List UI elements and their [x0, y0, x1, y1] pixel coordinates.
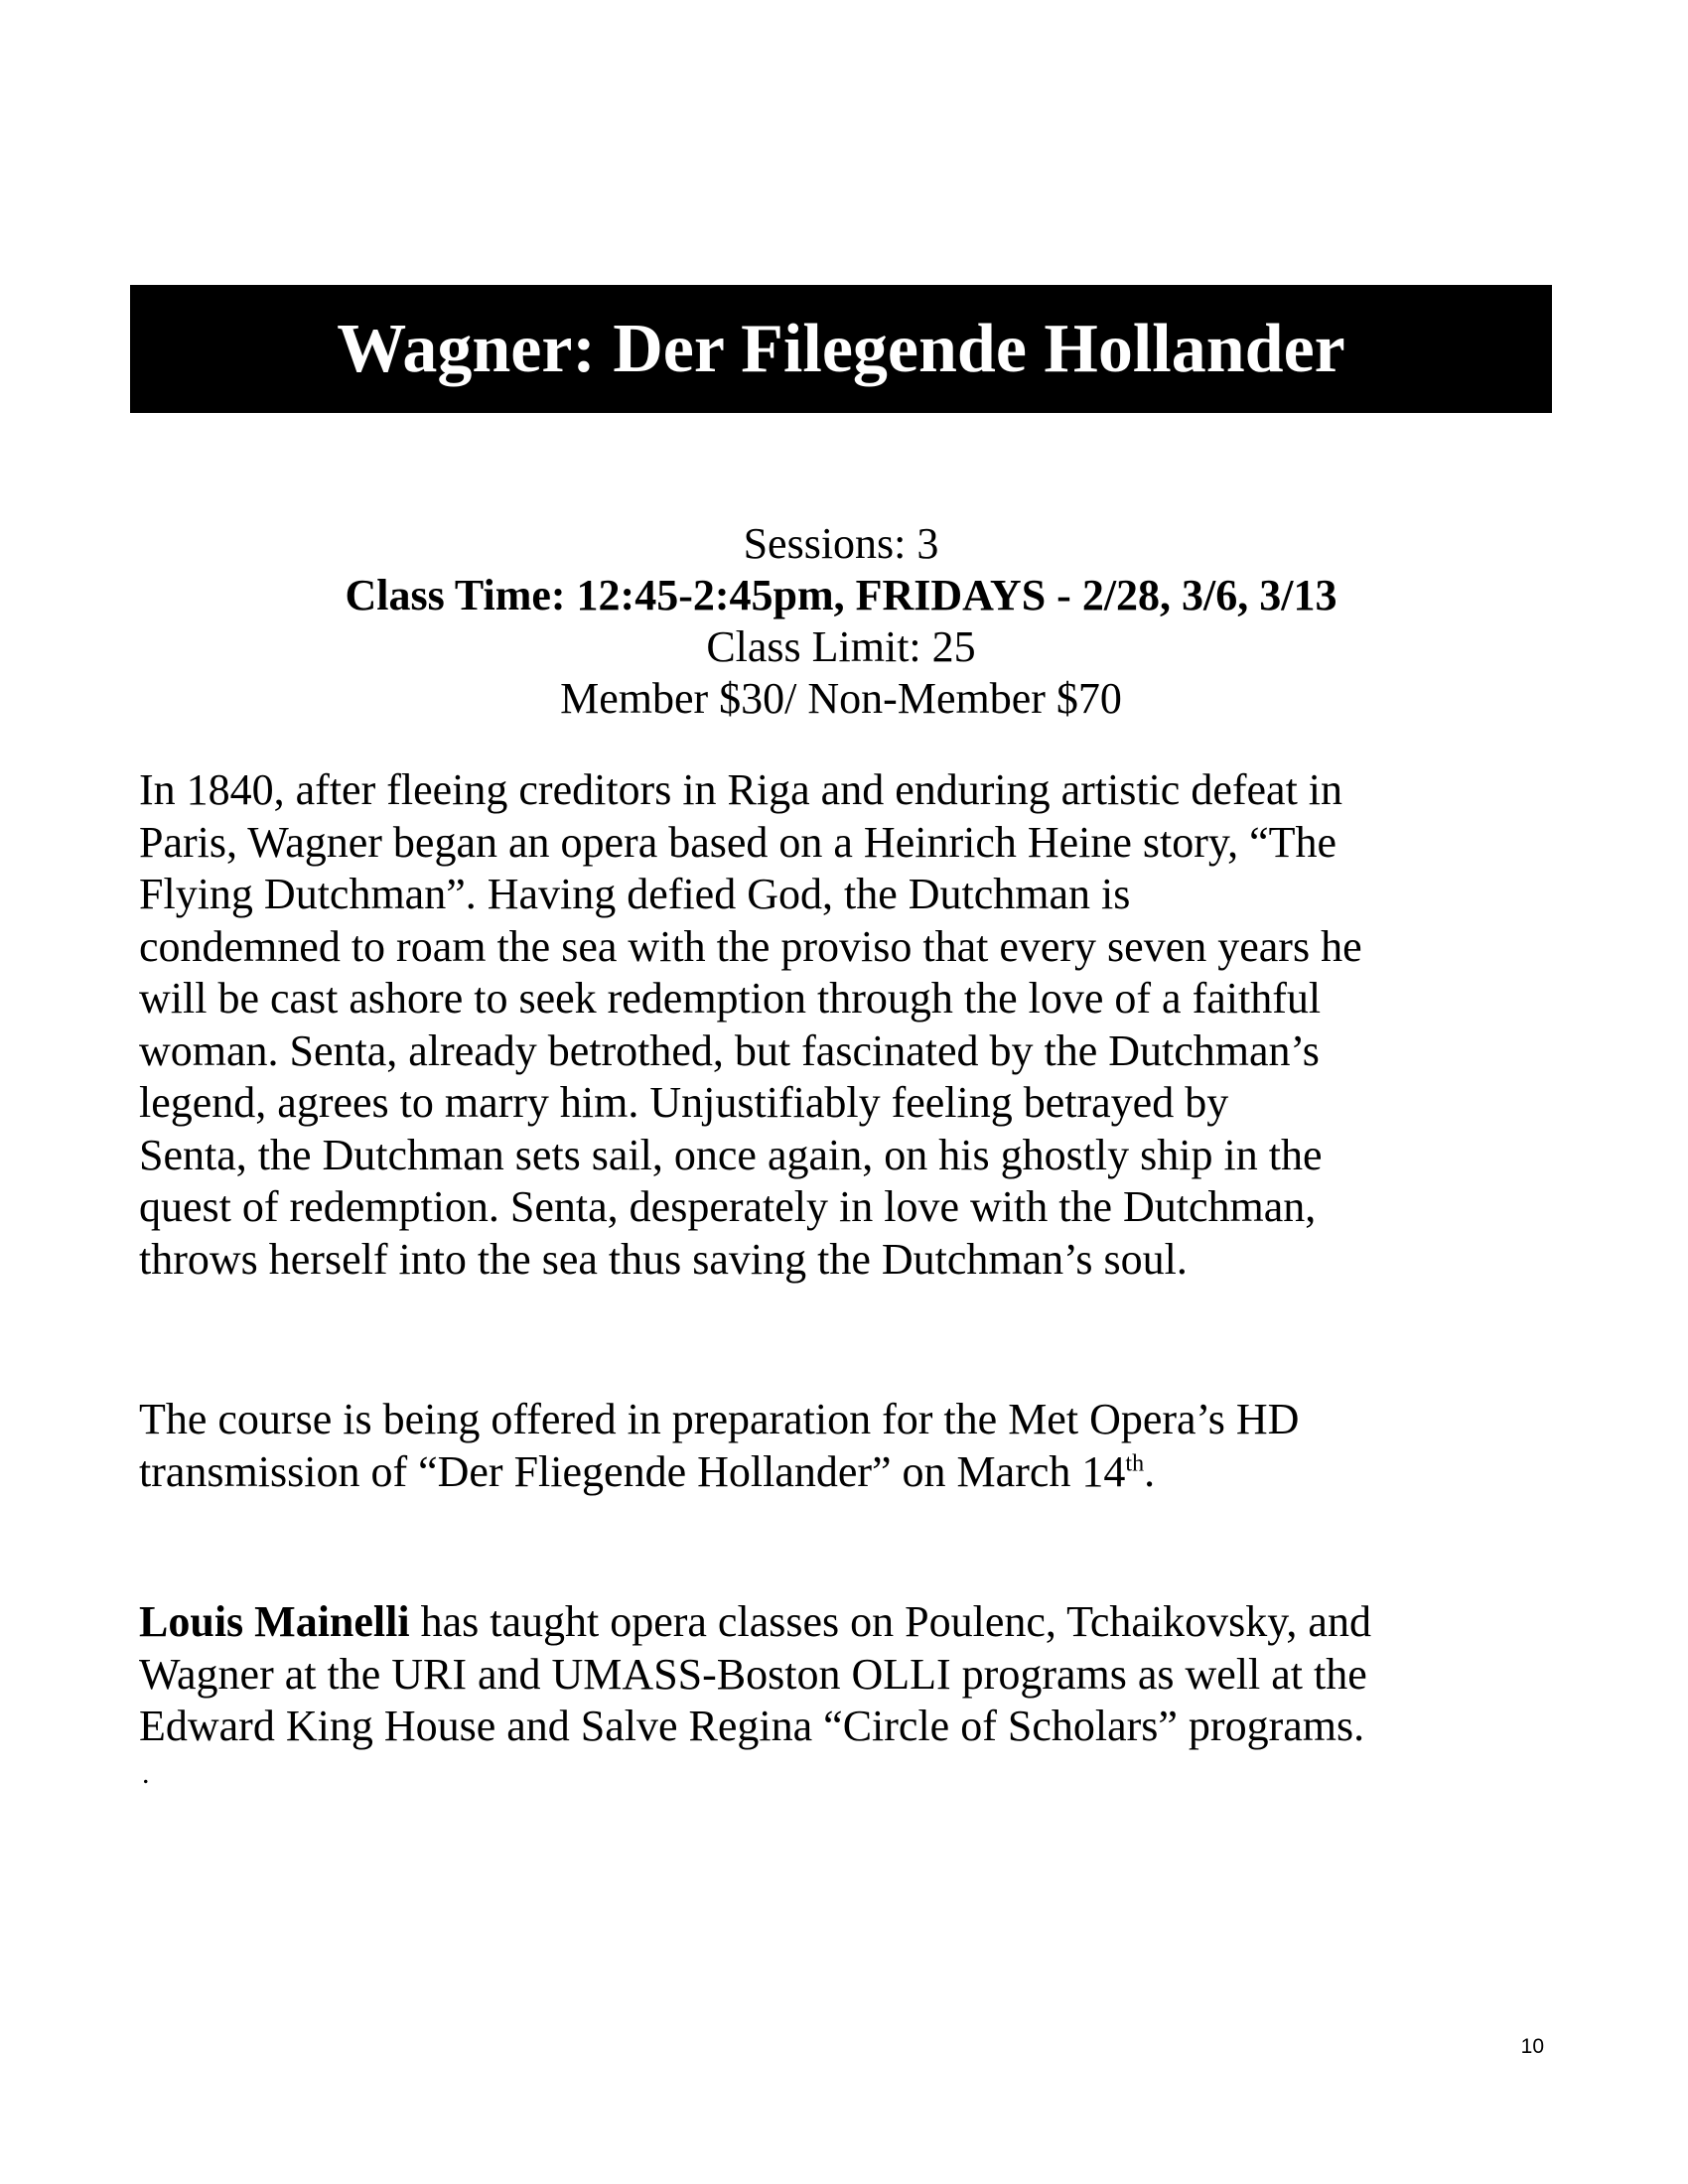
description-line: In 1840, after fleeing creditors in Riga and enduring artistic defeat in — [139, 765, 1343, 814]
instructor-paragraph — [139, 1596, 1569, 1753]
stray-mark: . — [142, 1757, 150, 1790]
instructor-line: Edward King House and Salve Regina “Circle of Scholars” programs. — [139, 1702, 1365, 1750]
description-line: Paris, Wagner began an opera based on a Heinrich Heine story, “The — [139, 817, 1337, 867]
description-line: Flying Dutchman”. Having defied God, the Dutchman is — [139, 870, 1131, 918]
transmission-period: . — [1144, 1446, 1156, 1496]
description-line: legend, agrees to marry him. Unjustifiably feeling betrayed by — [139, 1078, 1229, 1127]
description-line: quest of redemption. Senta, desperately in love with the Dutchman, — [139, 1182, 1317, 1231]
page-title: Wagner: Der Filegende Hollander — [337, 310, 1345, 387]
description-line: throws herself into the sea thus saving the Dutchman’s soul. — [139, 1234, 1188, 1284]
description-line: condemned to roam the sea with the proviso that every seven years he — [139, 921, 1362, 971]
instructor-line: Wagner at the URI and UMASS-Boston OLLI programs as well at the — [139, 1649, 1367, 1699]
sessions-line: Sessions: 3 — [743, 519, 939, 568]
transmission-line: The course is being offered in preparation for the Met Opera’s HD — [139, 1395, 1300, 1443]
title-banner — [130, 285, 1552, 413]
transmission-text: transmission of “Der Fliegende Hollander” on March 14 — [139, 1446, 1126, 1496]
transmission-paragraph — [139, 1394, 1569, 1498]
ordinal-suffix: th — [1125, 1449, 1145, 1476]
description-line: will be cast ashore to seek redemption through the love of a faithful — [139, 974, 1322, 1023]
page-number: 10 — [1520, 2035, 1544, 2058]
course-details — [130, 518, 1552, 725]
instructor-line — [139, 1596, 1569, 1649]
instructor-bio-start: has taught opera classes on Poulenc, Tchaikovsky, and — [409, 1597, 1371, 1646]
transmission-line — [139, 1446, 1569, 1499]
instructor-name: Louis Mainelli — [139, 1597, 410, 1646]
price-line: Member $30/ Non-Member $70 — [560, 674, 1122, 723]
description-line: woman. Senta, already betrothed, but fascinated by the Dutchman’s — [139, 1025, 1320, 1075]
description-paragraph — [139, 764, 1569, 1286]
class-time-line: Class Time: 12:45-2:45pm, FRIDAYS - 2/28, 3/6, 3/13 — [345, 571, 1337, 619]
class-limit-line: Class Limit: 25 — [706, 622, 976, 671]
description-line: Senta, the Dutchman sets sail, once again, on his ghostly ship in the — [139, 1130, 1323, 1179]
